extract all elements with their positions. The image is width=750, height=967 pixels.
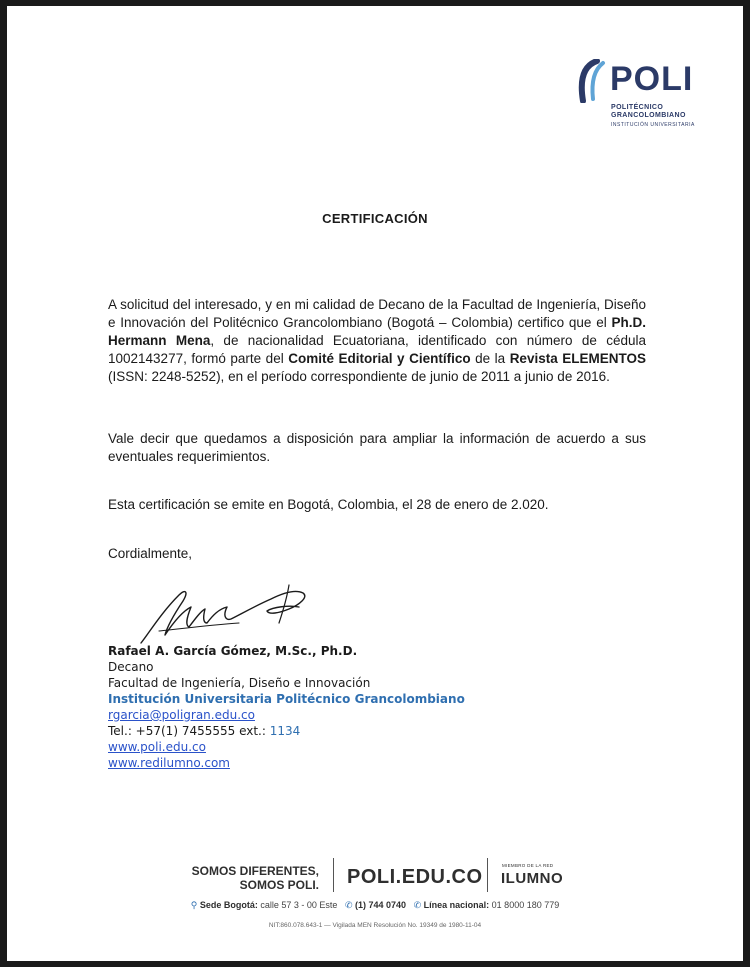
sede-address: calle 57 3 - 00 Este	[260, 900, 338, 910]
linea-label: Línea nacional:	[423, 900, 490, 910]
signer-institution: Institución Universitaria Politécnico Grancolombiano	[108, 692, 465, 706]
linea-number: 01 8000 180 779	[491, 900, 560, 910]
p1-text-g: (ISSN: 2248-5252), en el período correspondiente de junio de 2011 a junio de 2016.	[108, 369, 610, 384]
document-page	[7, 6, 743, 961]
website-link-redilumno[interactable]: www.redilumno.com	[108, 756, 230, 770]
logo-line-3: INSTITUCIÓN UNIVERSITARIA	[611, 122, 695, 128]
phone-icon: ✆	[413, 900, 422, 910]
phone-icon: ✆	[344, 900, 353, 910]
p1-committee: Comité Editorial y Científico	[288, 351, 471, 366]
document-title: CERTIFICACIÓN	[322, 211, 428, 226]
location-pin-icon: ⚲	[190, 900, 198, 910]
footer-url: POLI.EDU.CO	[347, 866, 483, 888]
footer-slogan	[177, 864, 319, 892]
footer-contact	[7, 900, 743, 911]
network-member-label: MIEMBRO DE LA RED	[502, 863, 554, 868]
issue-date-paragraph: Esta certificación se emite en Bogotá, Colombia, el 28 de enero de 2.020.	[108, 497, 549, 512]
logo-wordmark: POLI	[610, 60, 694, 98]
signature-block	[108, 643, 465, 771]
footer-legal: NIT:860.078.643-1 — Vigilada MEN Resolución No. 19349 de 1980-11-04	[268, 922, 482, 929]
slogan-line-2: SOMOS POLI.	[239, 878, 319, 892]
footer-phone: (1) 744 0740	[355, 900, 407, 910]
p1-name: Ph.D. Hermann Mena	[108, 315, 646, 348]
phone-extension: 1134	[269, 724, 301, 738]
slogan-line-1: SOMOS DIFERENTES,	[191, 864, 319, 878]
p1-text-c: , de nacionalidad Ecuatoriana, identificado con número de cédula 1002143277, formó parte del	[108, 333, 646, 366]
logo-line-2: GRANCOLOMBIANO	[611, 112, 686, 119]
certification-paragraph	[108, 296, 646, 386]
poli-logo-icon	[575, 59, 609, 103]
p1-text-a: A solicitud del interesado, y en mi calidad de Decano de la Facultad de Ingeniería, Diseño e Innovación del Politécnico Grancolombiano (Bogotá – Colombia) certifico que el	[108, 297, 646, 330]
logo-subtitle	[611, 104, 686, 120]
closing-salutation: Cordialmente,	[108, 546, 193, 561]
sede-label: Sede Bogotá:	[199, 900, 258, 910]
phone-label: Tel.: +57(1) 7455555 ext.:	[108, 724, 270, 738]
signer-faculty: Facultad de Ingeniería, Diseño e Innovación	[108, 676, 371, 690]
p1-text-e: de la	[470, 351, 510, 366]
handwritten-signature	[139, 583, 309, 645]
website-link-poli[interactable]: www.poli.edu.co	[108, 740, 206, 754]
phone-line	[108, 723, 465, 739]
signer-name: Rafael A. García Gómez, M.Sc., Ph.D.	[108, 644, 358, 658]
poli-logo	[575, 57, 715, 137]
availability-paragraph: Vale decir que quedamos a disposición para ampliar la información de acuerdo a sus eventuales requerimientos.	[108, 431, 646, 464]
logo-line-1: POLITÉCNICO	[611, 104, 664, 111]
footer-divider	[487, 858, 488, 892]
signer-role: Decano	[108, 660, 154, 674]
footer-divider	[333, 858, 334, 892]
p1-journal: Revista ELEMENTOS	[509, 351, 647, 366]
email-link[interactable]: rgarcia@poligran.edu.co	[108, 708, 255, 722]
ilumno-logo: ILUMNO	[501, 870, 564, 887]
